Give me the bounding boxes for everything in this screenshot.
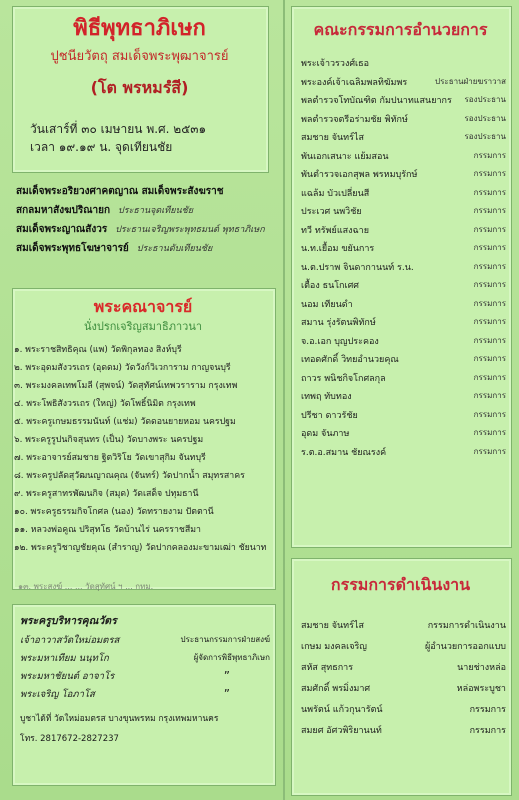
list-item: ๗. พระอาจารย์สมชาย ฐิตวิริโย วัดเขาสุกิม จันทบุรี: [14, 453, 206, 463]
monks-header: พระคณาจารย์: [93, 297, 193, 316]
table-row: นพรัตน์ แก้วกุนารัตน์ กรรมการ: [301, 705, 506, 715]
table-row: เทอดศักดิ์ วิทยอำนวยคุณ กรรมการ: [301, 354, 506, 365]
table-row: เตื้อง ธนโกเศศ กรรมการ: [301, 280, 506, 291]
table-row: เทพฤ ทับทอง กรรมการ: [301, 391, 506, 402]
committee-header: คณะกรรมการอำนวยการ: [313, 20, 488, 39]
handwritten-note: ๑๓. พระสงฆ์ ... ... วัดสุทัศน์ ฯ ... กทม.: [18, 582, 154, 591]
table-row: สมาน รุ่งรัตนพิทักษ์ กรรมการ: [301, 317, 506, 328]
table-row: สหัส สุทธการ นายช่างหล่อ: [301, 663, 506, 673]
table-row: นอม เทียนดำ กรรมการ: [301, 298, 506, 310]
list-item: ๒. พระอุดมสังวรเถร (อุดดม) วัดวังก์วิเวการาม กาญจนบุรี: [14, 363, 231, 373]
list-item: ๙. พระครูสาทรพัฒนกิจ (สมุด) วัดเสด็จ ปทุมธานี: [14, 489, 199, 499]
list-item: ๕. พระครูเกษมธรรมนันท์ (แช่ม) วัดดอนยายหอม นครปฐม: [14, 417, 236, 427]
table-row: ร.ต.อ.สมาน ชัยณรงค์ กรรมการ: [301, 446, 506, 458]
table-row: ถาวร พนิชกิจโกศลกุล กรรมการ: [301, 372, 506, 384]
elder-row: สมเด็จพระอริยวงศาคตญาณ สมเด็จพระสังฆราช: [16, 186, 224, 197]
page-title: พิธีพุทธาภิเษก: [73, 16, 206, 41]
table-row: น.ต.ปราพ จินดากานนท์ ร.น. กรรมการ: [301, 261, 506, 273]
list-item: ๑. พระราชสิทธิคุณ (แพ) วัดพิกุลทอง สิงห์บุรี: [14, 345, 182, 355]
table-row: พลตำรวจตรีอร่ามชัย พิทักษ์ รองประธาน: [301, 113, 506, 125]
table-row: พระมหาชัยนต์ อาจาโร ”: [20, 669, 230, 683]
list-item: ๑๑. หลวงพ่อคูณ ปริสุทโธ วัดบ้านไร่ นครราชสีมา: [14, 525, 201, 535]
table-row: ทวี ทรัพย์แสงฉาย กรรมการ: [301, 224, 506, 236]
table-row: น.ท.เยื้อม ขยันการ กรรมการ: [301, 243, 506, 254]
contact-header: พระครูบริหารคุณวัตร: [20, 615, 117, 627]
ceremony-time: เวลา ๑๙.๑๙ น. จุดเทียนชัย: [30, 140, 173, 154]
monks-subheader: นั่งปรกเจริญสมาธิภาวนา: [83, 320, 203, 333]
list-item: ๑๒. พระครูวิชาญชัยคุณ (สำราญ) วัดปากคลองมะขามเฒ่า ชัยนาท: [14, 543, 267, 553]
table-row: พระเจ้าวรวงศ์เธอ: [301, 59, 370, 69]
list-item: ๓. พระมงคลเทพโมลี (สุพจน์) วัดสุทัศน์เทพวราราม กรุงเทพ: [14, 381, 238, 391]
table-row: แฉล้ม บัวเปลี่ยนสี กรรมการ: [301, 187, 506, 199]
list-item: ๔. พระโพธิสังวรเถร (ใหญ่) วัดโพธิ์นิมิต กรุงเทพ: [14, 399, 196, 409]
subtitle-line-2: (โต พรหมรํสี): [90, 78, 189, 97]
table-row: เจ้าอาวาสวัดใหม่อมตรส ประธานกรรมการฝ่ายสงฆ์: [20, 635, 270, 646]
table-row: สมชาย จันทร์ไส กรรมการดำเนินงาน: [301, 621, 506, 631]
table-row: จ.อ.เอก บุญประคอง กรรมการ: [301, 335, 506, 347]
committee-list: [301, 56, 506, 463]
table-row: สมชาย จันทร์ไส รองประธาน: [301, 132, 506, 143]
table-row: ปรีชา ดาวรัชัย กรรมการ: [301, 409, 506, 421]
table-row: เกษม มงคลเจริญ ผู้อำนวยการออกแบบ: [301, 642, 506, 652]
contact-address: บูชาได้ที่ วัดใหม่อมตรส บางขุนพรหม กรุงเทพมหานคร: [20, 714, 219, 724]
monks-list: [14, 342, 266, 558]
subtitle-line-1: ปูชนียวัตถุ สมเด็จพระพุฒาจารย์: [50, 49, 229, 64]
ceremony-date: วันเสาร์ที่ ๓๐ เมษายน พ.ศ. ๒๕๓๑: [30, 122, 207, 136]
table-row: สมศักดิ์ พรมิ่งมาศ หล่อพระบูชา: [301, 684, 506, 694]
list-item: ๑๐. พระครูธรรมกิจโกศล (นอง) วัดทรายงาม ปัตตานี: [14, 507, 214, 517]
table-row: พระเจริญ โอภาโส ”: [20, 687, 230, 701]
table-row: สมยศ อัศวพิริยานนท์ กรรมการ: [301, 726, 506, 736]
table-row: พระมหาเทียม นนฺทโก ผู้จัดการพิธีพุทธาภิเษก: [20, 653, 270, 664]
list-item: ๘. พระครูปลัดสุวัฒนญาณคุณ (จันทร์) วัดปากน้ำ สมุทรสาคร: [14, 471, 245, 481]
table-row: อุดม จันภาษ กรรมการ: [301, 428, 506, 439]
elder-row: สมเด็จพระพุทธโฆษาจารย์ ประธานดับเทียนชัย: [16, 243, 213, 254]
elder-row: สมเด็จพระญาณสังวร ประธานเจริญพระพุทธมนต์ พุทธาภิเษก: [16, 224, 265, 235]
contact-phone: โทร. 2817672-2827237: [20, 734, 119, 744]
table-row: พระองค์เจ้าเฉลิมพลทิฆัมพร ประธานฝ่ายฆราวาส: [301, 76, 506, 88]
fold-line: [283, 0, 285, 800]
table-row: พันเอกเสนาะ แย้มสอน กรรมการ: [301, 150, 506, 162]
operations-list: [301, 618, 506, 744]
elder-row: สกลมหาสังฆปริณายก ประธานจุดเทียนชัย: [16, 205, 194, 216]
table-row: พันตำรวจเอกสุพล พรหมบุรักษ์ กรรมการ: [301, 169, 506, 180]
operations-header: กรรมการดำเนินงาน: [330, 575, 471, 594]
table-row: พลตำรวจโทบัณฑิต กัมปนาทแสนยากร รองประธาน: [301, 95, 506, 106]
list-item: ๖. พระครูรูปนกิจสุนทร (เป็น) วัดบางพระ นครปฐม: [14, 435, 204, 445]
table-row: ประเวศ นพวิชัย กรรมการ: [301, 206, 506, 217]
contact-block: [20, 612, 270, 745]
